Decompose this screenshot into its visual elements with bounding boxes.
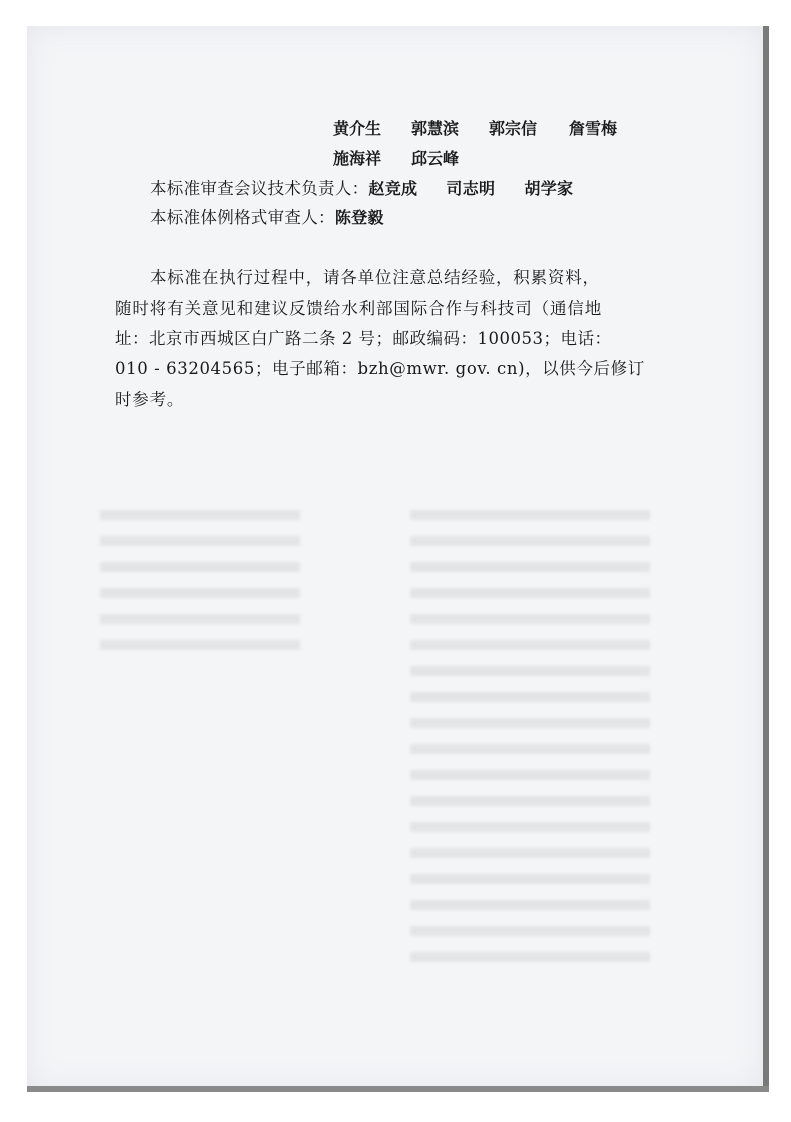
tech-reviewer-name: 赵竞成 [368,179,418,198]
committee-name: 施海祥 [333,149,382,168]
tech-reviewer-name: 胡学家 [524,179,574,198]
committee-names-row-1 [333,118,617,140]
format-reviewer-name: 陈登毅 [334,208,384,227]
committee-name: 邱云峰 [411,149,460,168]
committee-name: 詹雪梅 [569,119,618,138]
committee-name: 黄介生 [333,119,382,138]
tech-reviewer-line [150,178,573,200]
show-through-text [410,510,650,970]
scan-edge-shadow-bottom [27,1086,769,1092]
tech-reviewer-name: 司志明 [446,179,496,198]
notice-line-5: 时参考。 [115,390,185,409]
notice-line-3: 址：北京市西城区白广路二条 2 号；邮政编码：100053；电话： [115,329,612,348]
tech-reviewer-label: 本标准审查会议技术负责人： [150,179,369,198]
format-reviewer-line [150,207,384,229]
committee-name: 郭宗信 [489,119,538,138]
format-reviewer-label: 本标准体例格式审查人： [150,208,335,227]
committee-name: 郭慧滨 [411,119,460,138]
committee-names-row-2 [333,148,459,170]
scan-edge-shadow [763,26,769,1088]
notice-line-2: 随时将有关意见和建议反馈给水利部国际合作与科技司（通信地 [115,299,603,318]
notice-line-1: 本标准在执行过程中，请各单位注意总结经验，积累资料， [150,268,600,287]
notice-line-4: 010 - 63204565；电子邮箱：bzh@mwr. gov. cn)，以供今后修订 [115,359,645,378]
show-through-text-left [100,510,300,660]
